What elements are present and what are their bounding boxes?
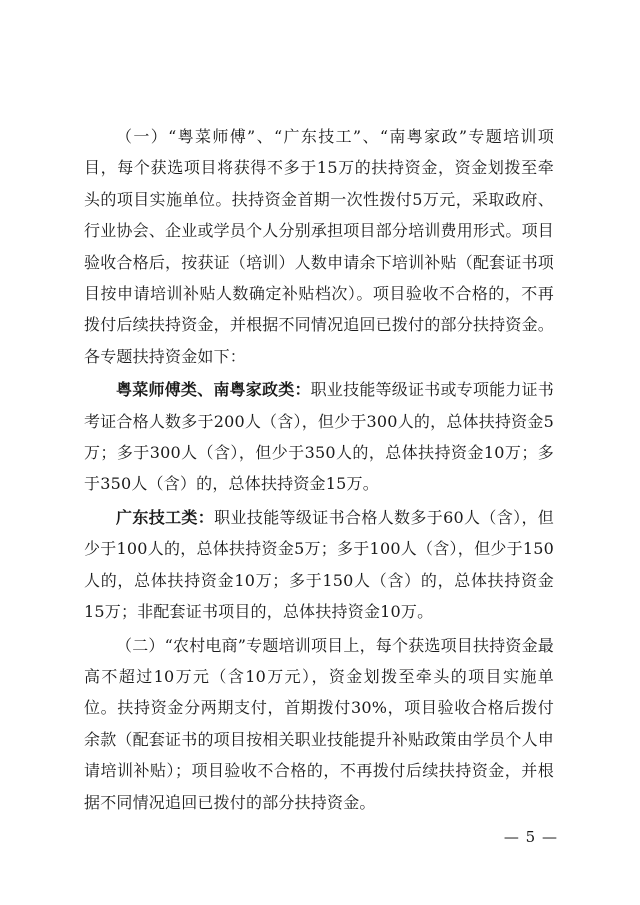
- page-number: — 5 —: [503, 828, 558, 846]
- paragraph-text: （二）“农村电商”专题培训项目上，每个获选项目扶持资金最高不超过10万元（含10万元），资金划拨至牵头的项目实施单位。扶持资金分两期支付，首期拨付30%，项目验收合格后拨付余款（配套证书的项目按相关职业技能提升补贴政策由学员个人申请培训补贴）；项目验收不合格的，不再拨付后续扶持资金，并根据不同情况追回已拨付的部分扶持资金。: [84, 635, 554, 812]
- paragraph-rural-ecommerce: [84, 630, 554, 818]
- paragraph-special-training-projects: [84, 121, 554, 372]
- paragraph-cuisine-domestic-funding: [84, 374, 554, 500]
- paragraph-text: 职业技能等级证书合格人数多于60人（含），但少于100人的，总体扶持资金5万；多于100人（含），但少于150人的，总体扶持资金10万；多于150人（含）的，总体扶持资金15万；非配套证书项目的，总体扶持资金10万。: [84, 507, 555, 622]
- paragraph-technician-funding: [84, 502, 554, 628]
- paragraph-lead-heading: 广东技工类：: [116, 507, 215, 527]
- paragraph-text: （一）“粤菜师傅”、“广东技工”、“南粤家政”专题培训项目，每个获选项目将获得不多于15万的扶持资金，资金划拨至牵头的项目实施单位。扶持资金首期一次性拨付5万元，采取政府、行业协会、企业或学员个人分别承担项目部分培训费用形式。项目验收合格后，按获证（培训）人数申请余下培训补贴（配套证书项目按申请培训补贴人数确定补贴档次）。项目验收不合格的，不再拨付后续扶持资金，并根据不同情况追回已拨付的部分扶持资金。各专题扶持资金如下：: [84, 127, 554, 366]
- body-text: [84, 121, 554, 818]
- paragraph-text: 职业技能等级证书或专项能力证书考证合格人数多于200人（含），但少于300人的，总体扶持资金5万；多于300人（含），但少于350人的，总体扶持资金10万；多于350人（含）的，总体扶持资金15万。: [84, 380, 554, 494]
- paragraph-lead-heading: 粤菜师傅类、南粤家政类：: [116, 380, 311, 400]
